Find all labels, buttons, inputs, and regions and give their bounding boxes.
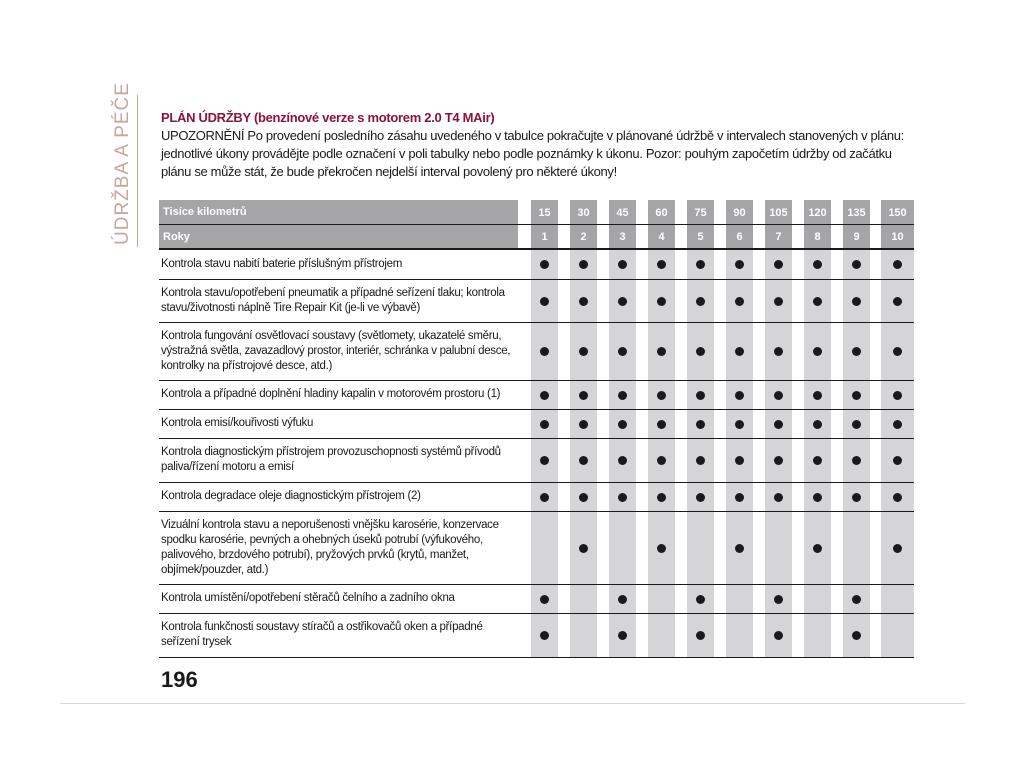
- interval-mark-dot: [813, 297, 822, 306]
- interval-mark-dot: [735, 260, 744, 269]
- header-km-cell: 105: [765, 200, 792, 224]
- interval-mark-dot: [618, 420, 627, 429]
- interval-mark-dot: [579, 391, 588, 400]
- interval-mark-dot: [852, 420, 861, 429]
- interval-mark-dot: [618, 391, 627, 400]
- interval-mark-dot: [774, 493, 783, 502]
- side-divider: [137, 95, 138, 247]
- interval-mark-dot: [657, 544, 666, 553]
- interval-mark-dot: [657, 456, 666, 465]
- interval-mark-dot: [579, 456, 588, 465]
- interval-mark-dot: [540, 595, 549, 604]
- table-row-label: [161, 482, 511, 511]
- footer-divider: [60, 703, 965, 704]
- interval-mark-dot: [852, 297, 861, 306]
- interval-mark-dot: [540, 347, 549, 356]
- row-label-text: Kontrola umístění/opotřebení stěračů čelního a zadního okna: [161, 592, 455, 604]
- interval-mark-dot: [657, 260, 666, 269]
- header-year-cell: 7: [765, 225, 792, 249]
- header-year-cell: 5: [687, 225, 714, 249]
- interval-mark-dot: [579, 493, 588, 502]
- interval-mark-dot: [893, 493, 902, 502]
- interval-mark-dot: [852, 493, 861, 502]
- section-side-heading: ÚDRŽBA A PÉČE: [112, 82, 133, 245]
- table-row-label: [161, 409, 511, 438]
- header-years-label: Roky: [159, 225, 518, 249]
- interval-mark-dot: [657, 391, 666, 400]
- header-km-label: Tisíce kilometrů: [159, 200, 518, 224]
- interval-mark-dot: [852, 347, 861, 356]
- row-label-text: Kontrola diagnostickým přístrojem provozuschopnosti systémů přívodů paliva/řízení motoru a emisí: [161, 446, 501, 473]
- header-km-cell: 90: [726, 200, 753, 224]
- interval-mark-dot: [813, 456, 822, 465]
- header-year-cell: 4: [648, 225, 675, 249]
- interval-mark-dot: [540, 420, 549, 429]
- interval-mark-dot: [696, 493, 705, 502]
- interval-mark-dot: [735, 347, 744, 356]
- header-year-cell: 3: [609, 225, 636, 249]
- interval-mark-dot: [774, 631, 783, 640]
- interval-mark-dot: [696, 420, 705, 429]
- header-km-cell: 15: [531, 200, 558, 224]
- table-row-label: [161, 322, 511, 380]
- interval-mark-dot: [893, 260, 902, 269]
- interval-mark-dot: [893, 420, 902, 429]
- interval-mark-dot: [540, 493, 549, 502]
- interval-mark-dot: [893, 456, 902, 465]
- interval-mark-dot: [696, 347, 705, 356]
- interval-mark-dot: [813, 391, 822, 400]
- interval-mark-dot: [774, 347, 783, 356]
- interval-mark-dot: [618, 456, 627, 465]
- interval-mark-dot: [813, 544, 822, 553]
- table-row-label: [161, 380, 511, 409]
- interval-mark-dot: [813, 493, 822, 502]
- header-year-cell: 9: [843, 225, 870, 249]
- interval-mark-dot: [774, 456, 783, 465]
- interval-mark-dot: [774, 297, 783, 306]
- interval-mark-dot: [852, 595, 861, 604]
- row-label-text: Kontrola fungování osvětlovací soustavy (světlomety, ukazatelé směru, výstražná světla, zavazadlový prostor, interiér, schránka v palubní desce, kontrolky na přístrojové desce, atd.): [161, 329, 511, 372]
- interval-mark-dot: [735, 544, 744, 553]
- interval-mark-dot: [618, 631, 627, 640]
- header-km-cell: 135: [843, 200, 870, 224]
- interval-mark-dot: [852, 631, 861, 640]
- interval-mark-dot: [579, 347, 588, 356]
- interval-mark-dot: [540, 260, 549, 269]
- header-km-cell: 60: [648, 200, 675, 224]
- interval-mark-dot: [852, 391, 861, 400]
- interval-mark-dot: [893, 391, 902, 400]
- interval-mark-dot: [696, 391, 705, 400]
- row-label-text: Kontrola funkčnosti soustavy stíračů a ostřikovačů oken a případné seřízení trysek: [161, 621, 483, 648]
- interval-mark-dot: [657, 420, 666, 429]
- table-row-label: [161, 249, 511, 279]
- interval-mark-dot: [893, 347, 902, 356]
- row-label-text: Kontrola stavu/opotřebení pneumatik a případné seřízení tlaku; kontrola stavu/životnosti náplně Tire Repair Kit (je-li ve výbavě): [161, 286, 505, 314]
- interval-mark-dot: [813, 420, 822, 429]
- interval-mark-dot: [893, 544, 902, 553]
- header-year-cell: 1: [531, 225, 558, 249]
- interval-mark-dot: [735, 493, 744, 502]
- header-km-cell: 75: [687, 200, 714, 224]
- header-km-cell: 45: [609, 200, 636, 224]
- header-year-cell: 2: [570, 225, 597, 249]
- column-background: [570, 249, 597, 657]
- table-row-label: [161, 279, 511, 322]
- interval-mark-dot: [696, 631, 705, 640]
- interval-mark-dot: [696, 260, 705, 269]
- interval-mark-dot: [540, 631, 549, 640]
- interval-mark-dot: [813, 347, 822, 356]
- row-label-text: Kontrola emisí/kouřivosti výfuku: [161, 417, 314, 429]
- interval-mark-dot: [774, 391, 783, 400]
- header-km-cell: 150: [881, 200, 914, 224]
- warning-paragraph: UPOZORNĚNÍ Po provedení posledního zásahu uvedeného v tabulce pokračujte v plánované údržbě v intervalech stanovených v plánu: jednotlivé úkony provádějte podle označení v poli tabulky nebo podle poznámky k úkonu. Pozor: pouhým započetím údržby od začátku plánu se může stát, že bude překročen nejdelší interval povolený pro některé úkony!: [161, 128, 904, 179]
- header-divider: [159, 224, 914, 225]
- interval-mark-dot: [618, 297, 627, 306]
- header-year-cell: 10: [881, 225, 914, 249]
- row-label-text: Kontrola stavu nabití baterie příslušným přístrojem: [161, 257, 403, 270]
- row-label-text: Vizuální kontrola stavu a neporušenosti vnějšku karosérie, konzervace spodku karosérie, pevných a ohebných úseků potrubí (výfukového, palivového, brzdového potrubí), pryžových prvků (krytů, manžet, objímek/pouzder, atd.): [161, 518, 499, 576]
- interval-mark-dot: [813, 260, 822, 269]
- interval-mark-dot: [774, 420, 783, 429]
- header-km-cell: 120: [804, 200, 831, 224]
- header-year-cell: 8: [804, 225, 831, 249]
- table-row-label: [161, 438, 511, 482]
- interval-mark-dot: [540, 391, 549, 400]
- page-number: 196: [161, 667, 198, 692]
- interval-mark-dot: [774, 595, 783, 604]
- interval-mark-dot: [735, 297, 744, 306]
- interval-mark-dot: [735, 456, 744, 465]
- header-km-cell: 30: [570, 200, 597, 224]
- interval-mark-dot: [657, 347, 666, 356]
- interval-mark-dot: [618, 595, 627, 604]
- table-row-label: [161, 511, 511, 584]
- table-row-label: [161, 613, 511, 657]
- row-divider: [159, 657, 914, 658]
- row-label-text: Kontrola a případné doplnění hladiny kapalin v motorovém prostoru (1): [161, 388, 501, 400]
- interval-mark-dot: [579, 420, 588, 429]
- row-label-text: Kontrola degradace oleje diagnostickým přístrojem (2): [161, 490, 421, 502]
- interval-mark-dot: [579, 297, 588, 306]
- interval-mark-dot: [774, 260, 783, 269]
- table-row-label: [161, 584, 511, 613]
- page-title: PLÁN ÚDRŽBY (benzínové verze s motorem 2.0 T4 MAir): [161, 110, 495, 125]
- interval-mark-dot: [579, 260, 588, 269]
- interval-mark-dot: [618, 347, 627, 356]
- interval-mark-dot: [540, 456, 549, 465]
- interval-mark-dot: [696, 297, 705, 306]
- column-background: [804, 249, 831, 657]
- column-background: [881, 249, 914, 657]
- interval-mark-dot: [696, 456, 705, 465]
- interval-mark-dot: [696, 595, 705, 604]
- interval-mark-dot: [735, 420, 744, 429]
- interval-mark-dot: [657, 493, 666, 502]
- column-background: [648, 249, 675, 657]
- interval-mark-dot: [618, 260, 627, 269]
- header-year-cell: 6: [726, 225, 753, 249]
- interval-mark-dot: [735, 391, 744, 400]
- interval-mark-dot: [540, 297, 549, 306]
- column-background: [726, 249, 753, 657]
- interval-mark-dot: [893, 297, 902, 306]
- interval-mark-dot: [618, 493, 627, 502]
- interval-mark-dot: [657, 297, 666, 306]
- interval-mark-dot: [579, 544, 588, 553]
- maintenance-table: [159, 200, 914, 658]
- interval-mark-dot: [852, 260, 861, 269]
- interval-mark-dot: [852, 456, 861, 465]
